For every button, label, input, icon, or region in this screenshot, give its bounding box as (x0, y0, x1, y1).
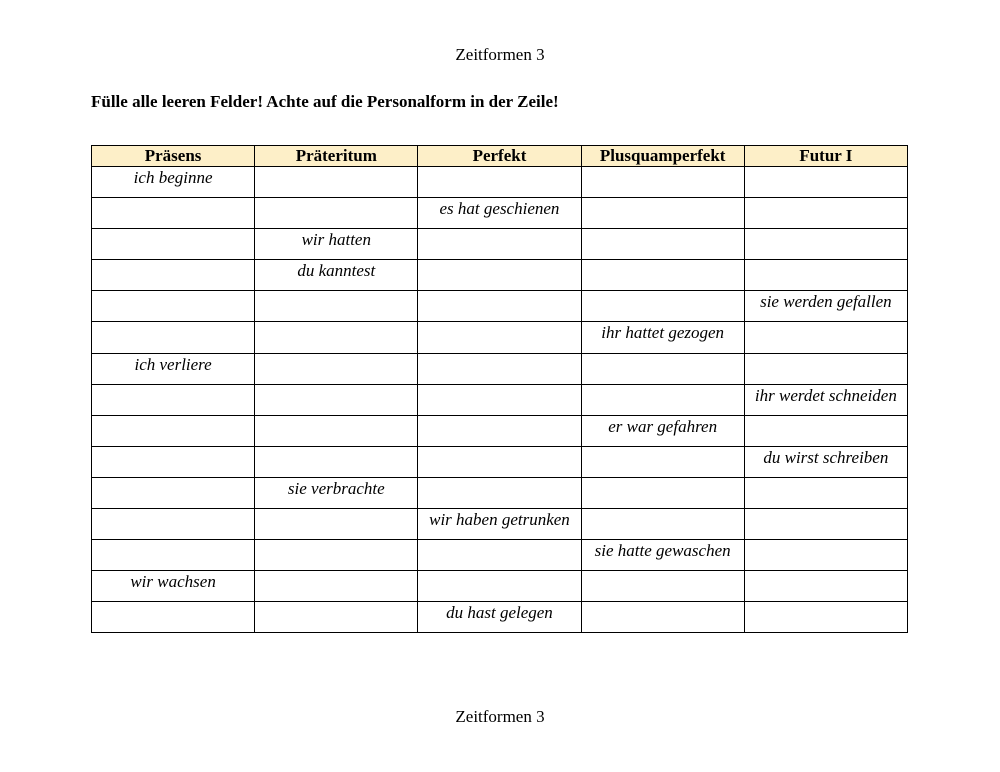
empty-answer-cell[interactable] (418, 291, 581, 322)
table-row (92, 260, 908, 291)
empty-answer-cell[interactable] (581, 446, 744, 477)
empty-answer-cell[interactable] (744, 540, 907, 571)
empty-answer-cell[interactable] (92, 322, 255, 353)
empty-answer-cell[interactable] (255, 571, 418, 602)
empty-answer-cell[interactable] (744, 477, 907, 508)
given-verb-cell: ich verliere (92, 353, 255, 384)
page-footer: Zeitformen 3 (455, 707, 545, 726)
empty-answer-cell[interactable] (255, 291, 418, 322)
empty-answer-cell[interactable] (92, 477, 255, 508)
table-row (92, 446, 908, 477)
table-row (92, 540, 908, 571)
empty-answer-cell[interactable] (92, 384, 255, 415)
empty-answer-cell[interactable] (581, 477, 744, 508)
table-row (92, 477, 908, 508)
empty-answer-cell[interactable] (744, 167, 907, 198)
empty-answer-cell[interactable] (92, 198, 255, 229)
empty-answer-cell[interactable] (744, 198, 907, 229)
given-verb-cell: sie werden gefallen (744, 291, 907, 322)
empty-answer-cell[interactable] (581, 602, 744, 633)
given-verb-cell: ich beginne (92, 167, 255, 198)
empty-answer-cell[interactable] (581, 509, 744, 540)
empty-answer-cell[interactable] (92, 540, 255, 571)
given-verb-cell: wir haben getrunken (418, 509, 581, 540)
empty-answer-cell[interactable] (418, 415, 581, 446)
header-row (92, 146, 908, 167)
empty-answer-cell[interactable] (581, 384, 744, 415)
column-header: Perfekt (418, 146, 581, 167)
empty-answer-cell[interactable] (92, 260, 255, 291)
table-row (92, 571, 908, 602)
empty-answer-cell[interactable] (581, 291, 744, 322)
table-row (92, 384, 908, 415)
given-verb-cell: ihr hattet gezogen (581, 322, 744, 353)
empty-answer-cell[interactable] (255, 167, 418, 198)
column-header: Präteritum (255, 146, 418, 167)
empty-answer-cell[interactable] (744, 260, 907, 291)
table-row (92, 353, 908, 384)
empty-answer-cell[interactable] (581, 167, 744, 198)
given-verb-cell: sie hatte gewaschen (581, 540, 744, 571)
empty-answer-cell[interactable] (255, 415, 418, 446)
empty-answer-cell[interactable] (581, 353, 744, 384)
page-title: Zeitformen 3 (455, 45, 545, 64)
empty-answer-cell[interactable] (418, 167, 581, 198)
given-verb-cell: wir wachsen (92, 571, 255, 602)
column-header: Plusquamperfekt (581, 146, 744, 167)
empty-answer-cell[interactable] (255, 602, 418, 633)
empty-answer-cell[interactable] (418, 384, 581, 415)
empty-answer-cell[interactable] (255, 540, 418, 571)
empty-answer-cell[interactable] (744, 229, 907, 260)
empty-answer-cell[interactable] (581, 229, 744, 260)
given-verb-cell: sie verbrachte (255, 477, 418, 508)
empty-answer-cell[interactable] (744, 571, 907, 602)
table-row (92, 509, 908, 540)
empty-answer-cell[interactable] (418, 540, 581, 571)
given-verb-cell: wir hatten (255, 229, 418, 260)
empty-answer-cell[interactable] (418, 446, 581, 477)
instruction: Fülle alle leeren Felder! Achte auf die Personalform in der Zeile! (91, 92, 559, 111)
empty-answer-cell[interactable] (744, 415, 907, 446)
given-verb-cell: es hat geschienen (418, 198, 581, 229)
empty-answer-cell[interactable] (581, 571, 744, 602)
column-header: Futur I (744, 146, 907, 167)
empty-answer-cell[interactable] (744, 509, 907, 540)
verb-tense-table (91, 145, 908, 633)
empty-answer-cell[interactable] (92, 415, 255, 446)
given-verb-cell: er war gefahren (581, 415, 744, 446)
empty-answer-cell[interactable] (744, 353, 907, 384)
table-row (92, 291, 908, 322)
given-verb-cell: du kanntest (255, 260, 418, 291)
empty-answer-cell[interactable] (255, 198, 418, 229)
empty-answer-cell[interactable] (255, 509, 418, 540)
empty-answer-cell[interactable] (255, 384, 418, 415)
empty-answer-cell[interactable] (92, 509, 255, 540)
empty-answer-cell[interactable] (418, 322, 581, 353)
empty-answer-cell[interactable] (418, 229, 581, 260)
empty-answer-cell[interactable] (255, 446, 418, 477)
table-row (92, 167, 908, 198)
given-verb-cell: du hast gelegen (418, 602, 581, 633)
table-row (92, 602, 908, 633)
empty-answer-cell[interactable] (418, 260, 581, 291)
empty-answer-cell[interactable] (581, 198, 744, 229)
empty-answer-cell[interactable] (92, 602, 255, 633)
empty-answer-cell[interactable] (581, 260, 744, 291)
empty-answer-cell[interactable] (418, 477, 581, 508)
empty-answer-cell[interactable] (255, 353, 418, 384)
empty-answer-cell[interactable] (255, 322, 418, 353)
empty-answer-cell[interactable] (418, 353, 581, 384)
given-verb-cell: ihr werdet schneiden (744, 384, 907, 415)
column-header: Präsens (92, 146, 255, 167)
empty-answer-cell[interactable] (744, 322, 907, 353)
table-row (92, 322, 908, 353)
table-row (92, 415, 908, 446)
table-row (92, 229, 908, 260)
empty-answer-cell[interactable] (418, 571, 581, 602)
empty-answer-cell[interactable] (744, 602, 907, 633)
empty-answer-cell[interactable] (92, 291, 255, 322)
empty-answer-cell[interactable] (92, 229, 255, 260)
empty-answer-cell[interactable] (92, 446, 255, 477)
table-row (92, 198, 908, 229)
given-verb-cell: du wirst schreiben (744, 446, 907, 477)
